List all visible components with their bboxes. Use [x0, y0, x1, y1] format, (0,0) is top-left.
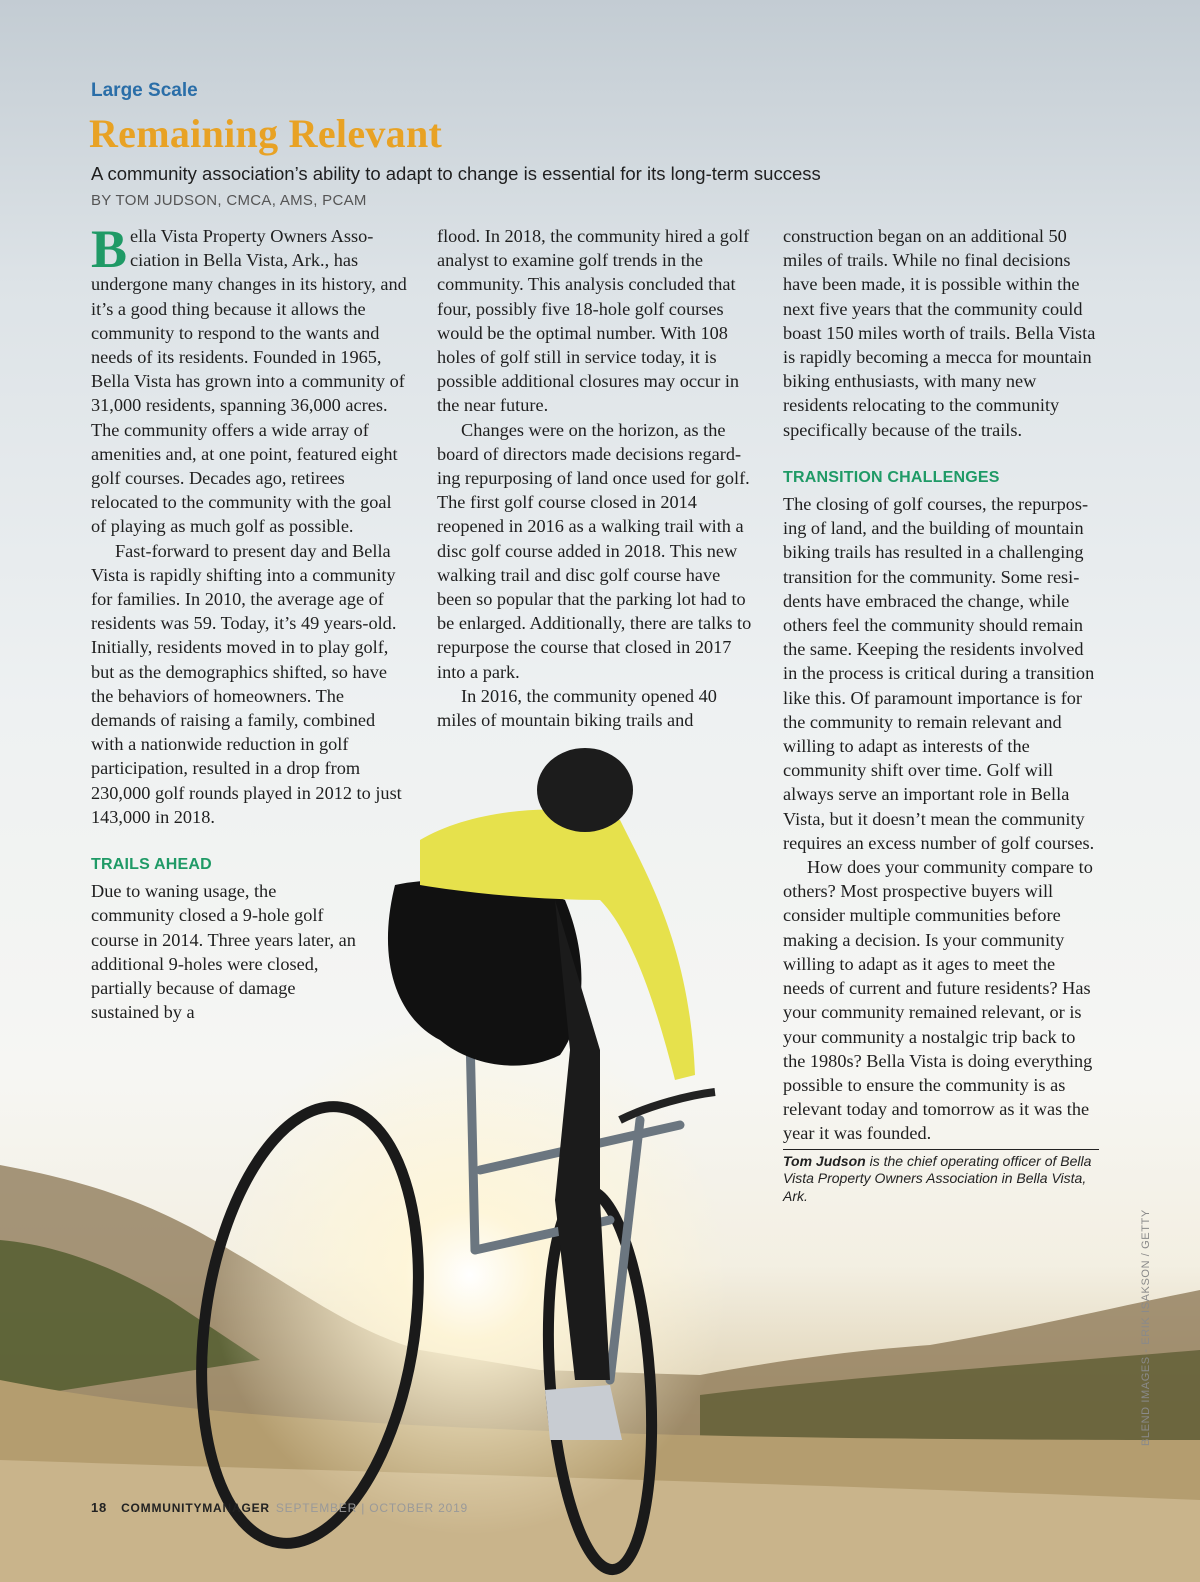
article-column-1 [91, 219, 407, 1025]
author-bio [783, 1149, 1099, 1206]
article-paragraph: The closing of golf courses, the repurposing of land, and the building of mountain biking trails has resulted in a challenging transition for the community. Some residents have embraced the change, while others feel the community should remain the same. Keeping the residents involved in the process is critical during a transition like this. Of paramount importance is for the community to remain relevant and willing to adapt as interests of the community shift over time. Golf will always serve an important role in Bella Vista, but it doesn’t mean the community requires an excess number of golf courses. [783, 494, 1095, 853]
page-footer [91, 1500, 468, 1515]
article-title: Remaining Relevant [89, 111, 443, 156]
article-paragraph [91, 219, 407, 539]
page-number: 18 [91, 1500, 108, 1515]
article-paragraph: flood. In 2018, the community hired a golf analyst to examine golf trends in the community. This analysis concluded that four, possibly five 18-hole golf courses would be the optimal number. With 108 holes of golf still in service today, it is possible additional closures may occur in the near future. [437, 226, 750, 416]
magazine-name: COMMUNITYMANAGER [121, 1501, 270, 1515]
article-byline: BY TOM JUDSON, CMCA, AMS, PCAM [91, 192, 367, 209]
article-subtitle: A community association’s ability to adapt to change is essential for its long-term success [91, 163, 821, 184]
section-heading-transition: TRANSITION CHALLENGES [783, 468, 1000, 486]
article-paragraph: How does your community compare to others? Most prospective buyers will consider multiple communities before making a decision. Is your community willing to adapt as it ages to meet the needs of current and future residents? Has your community remained relevant, or is your community a nostalgic trip back to the 1980s? Bella Vista is doing everything possible to ensure the community is as relevant today and tomorrow as it was the year it was founded. [783, 857, 1093, 1144]
article-paragraph: construction began on an additional 50 miles of trails. While no final decisions have been made, it is possible within the next five years that the community could boast 150 miles worth of trails. Bella Vista is rapidly becoming a mecca for mountain biking enthusiasts, with many new residents relocating to the community specifically because of the trails. [783, 226, 1096, 440]
article-column-2 [437, 224, 753, 732]
issue-date: SEPTEMBER | OCTOBER 2019 [275, 1501, 469, 1515]
paragraph-text: ella Vista Property Owners Association in Bella Vista, Ark., has undergone many changes in its history, and it’s a good thing because it allows the community to respond to the wants and needs of its residents. Founded in 1965, Bella Vista has grown into a community of 31,000 residents, spanning 36,000 acres. The community offers a wide array of amenities and, at one point, featured eight golf courses. Decades ago, retirees relocated to the community with the goal of playing as much golf as possible. [91, 226, 407, 537]
drop-cap: B [91, 219, 128, 279]
article-paragraph: In 2016, the community opened 40 miles of mountain biking trails and [437, 685, 717, 731]
author-name: Tom Judson [783, 1152, 866, 1169]
section-kicker: Large Scale [91, 80, 198, 101]
article-paragraph: Fast-forward to present day and Bella Vista is rapidly shifting into a community for families. In 2010, the average age of residents was 59. Today, it’s 49 years-old. Initially, residents moved in to play golf, but as the demographics shifted, so have the behaviors of homeowners. The demands of raising a family, combined with a nationwide reduction in golf participation, resulted in a drop from 230,000 golf rounds played in 2012 to just 143,000 in 2018. [91, 540, 402, 827]
author-bio-text: is the chief operating officer of Bella Vista Property Owners Association in Bella Vista, Ark. [783, 1152, 1092, 1204]
article-paragraph: Due to waning usage, the community closed a 9-hole golf course in 2014. Three years later, an additional 9-holes were closed, partially because of damage sustained by a [91, 881, 356, 1023]
article-paragraph: Changes were on the horizon, as the board of directors made decisions regarding repurposing of land once used for golf. The first golf course closed in 2014 reopened in 2016 as a walking trail with a disc golf course added in 2018. This new walking trail and disc golf course have been so popular that the parking lot had to be enlarged. Additionally, there are talks to repurpose the course that closed in 2017 into a park. [437, 419, 752, 682]
photo-credit: BLEND IMAGES - ERIK ISAKSON / GETTY [1140, 1209, 1152, 1446]
article-column-3 [783, 224, 1099, 1205]
section-heading-trails: TRAILS AHEAD [91, 856, 212, 874]
